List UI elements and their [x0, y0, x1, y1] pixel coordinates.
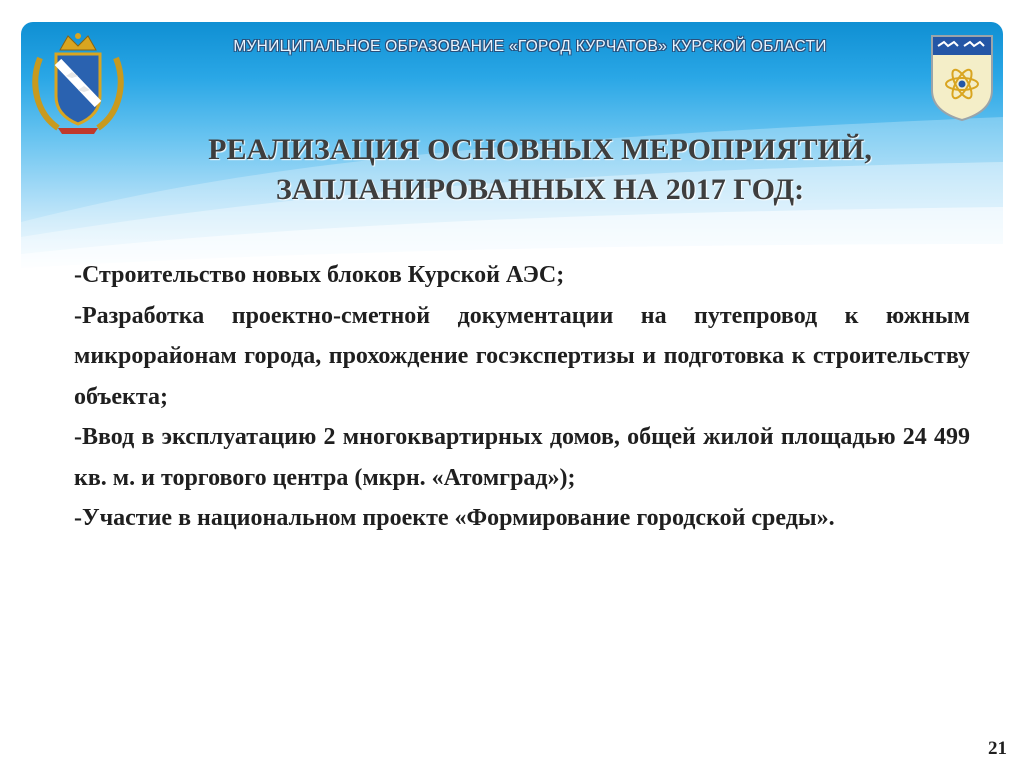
slide-title — [120, 130, 960, 210]
municipality-caption: МУНИЦИПАЛЬНОЕ ОБРАЗОВАНИЕ «ГОРОД КУРЧАТОВ» КУРСКОЙ ОБЛАСТИ — [233, 38, 827, 55]
list-item: -Участие в национальном проекте «Формирование городской среды». — [74, 505, 835, 531]
slide-title-line-1: РЕАЛИЗАЦИЯ ОСНОВНЫХ МЕРОПРИЯТИЙ, — [208, 133, 872, 166]
list-item: -Строительство новых блоков Курской АЭС; — [74, 262, 565, 288]
list-item: -Разработка проектно-сметной документации на путепровод к южным микрорайонам города, прохождение госэкспертизы и подготовка к строительству объекта; — [74, 302, 970, 410]
list-item: -Ввод в эксплуатацию 2 многоквартирных домов, общей жилой площадью 24 499 кв. м. и торгового центра (мкрн. «Атомград»); — [74, 424, 970, 491]
kurchatov-city-coat-of-arms-icon — [928, 32, 996, 122]
measures-list — [74, 255, 970, 539]
kursk-oblast-coat-of-arms-icon — [28, 28, 128, 138]
slide-title-line-2: ЗАПЛАНИРОВАННЫХ НА 2017 ГОД: — [275, 173, 805, 206]
page-number: 21 — [988, 738, 1007, 759]
